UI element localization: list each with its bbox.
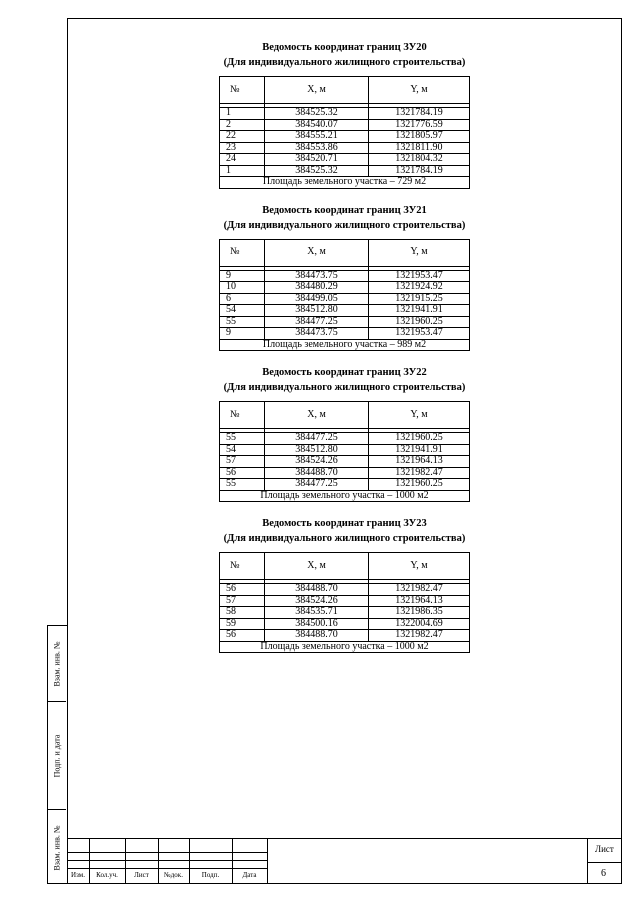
table-row bbox=[220, 479, 470, 491]
statement-subtitle: (Для индивидуального жилищного строительства) bbox=[223, 382, 466, 393]
side-cell-inv bbox=[48, 810, 66, 885]
x-coordinate: 384488.70 bbox=[265, 630, 369, 642]
side-label-replace-inv: Взам. инв. № bbox=[52, 640, 62, 687]
stamp-col-date: Дата bbox=[242, 871, 257, 879]
table-row bbox=[220, 154, 470, 166]
statement-subtitle: (Для индивидуального жилищного строительства) bbox=[223, 57, 466, 68]
parcel-area: Площадь земельного участка – 729 м2 bbox=[220, 177, 470, 189]
side-label-inv: Взам. инв. № bbox=[52, 824, 62, 871]
page-content bbox=[67, 40, 622, 653]
point-number: 55 bbox=[220, 479, 265, 491]
column-header: X, м bbox=[265, 239, 369, 266]
table-header-row bbox=[220, 77, 470, 104]
table-header-row bbox=[220, 402, 470, 429]
table-row bbox=[220, 142, 470, 154]
point-number: 6 bbox=[220, 293, 265, 305]
table-row bbox=[220, 618, 470, 630]
y-coordinate: 1321964.13 bbox=[369, 595, 470, 607]
y-coordinate: 1322004.69 bbox=[369, 618, 470, 630]
table-row bbox=[220, 305, 470, 317]
coordinate-statement bbox=[67, 203, 622, 352]
y-coordinate: 1321941.91 bbox=[369, 305, 470, 317]
side-strip bbox=[47, 625, 67, 884]
point-number: 54 bbox=[220, 305, 265, 317]
table-row bbox=[220, 444, 470, 456]
column-header: Y, м bbox=[369, 402, 470, 429]
x-coordinate: 384477.25 bbox=[265, 433, 369, 445]
column-header: X, м bbox=[265, 77, 369, 104]
table-row bbox=[220, 282, 470, 294]
point-number: 2 bbox=[220, 119, 265, 131]
point-number: 23 bbox=[220, 142, 265, 154]
y-coordinate: 1321953.47 bbox=[369, 270, 470, 282]
coordinate-statement bbox=[67, 365, 622, 502]
y-coordinate: 1321784.19 bbox=[369, 108, 470, 120]
stamp-col-change: Изм. bbox=[71, 871, 85, 879]
x-coordinate: 384488.70 bbox=[265, 467, 369, 479]
column-header: X, м bbox=[265, 553, 369, 580]
x-coordinate: 384553.86 bbox=[265, 142, 369, 154]
x-coordinate: 384499.05 bbox=[265, 293, 369, 305]
x-coordinate: 384524.26 bbox=[265, 456, 369, 468]
point-number: 56 bbox=[220, 630, 265, 642]
column-header: Y, м bbox=[369, 553, 470, 580]
stamp-col-count: Кол.уч. bbox=[96, 871, 118, 879]
point-number: 9 bbox=[220, 328, 265, 340]
coordinate-statement bbox=[67, 516, 622, 653]
y-coordinate: 1321960.25 bbox=[369, 479, 470, 491]
point-number: 59 bbox=[220, 618, 265, 630]
y-coordinate: 1321805.97 bbox=[369, 131, 470, 143]
x-coordinate: 384525.32 bbox=[265, 108, 369, 120]
side-cell-sign-date bbox=[48, 702, 66, 810]
y-coordinate: 1321982.47 bbox=[369, 630, 470, 642]
statement-title: Ведомость координат границ ЗУ21 bbox=[262, 204, 427, 216]
table-row bbox=[220, 433, 470, 445]
x-coordinate: 384512.80 bbox=[265, 305, 369, 317]
x-coordinate: 384488.70 bbox=[265, 584, 369, 596]
point-number: 22 bbox=[220, 131, 265, 143]
coordinate-statement bbox=[67, 40, 622, 189]
point-number: 24 bbox=[220, 154, 265, 166]
y-coordinate: 1321960.25 bbox=[369, 433, 470, 445]
statement-title: Ведомость координат границ ЗУ22 bbox=[262, 367, 427, 378]
y-coordinate: 1321953.47 bbox=[369, 328, 470, 340]
x-coordinate: 384524.26 bbox=[265, 595, 369, 607]
x-coordinate: 384473.75 bbox=[265, 270, 369, 282]
column-header: № bbox=[220, 402, 265, 429]
table-row bbox=[220, 456, 470, 468]
y-coordinate: 1321776.59 bbox=[369, 119, 470, 131]
table-header-row bbox=[220, 239, 470, 266]
y-coordinate: 1321982.47 bbox=[369, 467, 470, 479]
side-cell-replace-inv bbox=[48, 626, 66, 702]
point-number: 9 bbox=[220, 270, 265, 282]
table-row bbox=[220, 119, 470, 131]
point-number: 55 bbox=[220, 316, 265, 328]
y-coordinate: 1321960.25 bbox=[369, 316, 470, 328]
table-header-row bbox=[220, 553, 470, 580]
y-coordinate: 1321941.91 bbox=[369, 444, 470, 456]
statement-subtitle: (Для индивидуального жилищного строительства) bbox=[223, 219, 466, 231]
table-row bbox=[220, 131, 470, 143]
statement-title: Ведомость координат границ ЗУ20 bbox=[262, 42, 427, 53]
y-coordinate: 1321915.25 bbox=[369, 293, 470, 305]
x-coordinate: 384520.71 bbox=[265, 154, 369, 166]
table-row bbox=[220, 316, 470, 328]
coordinates-table bbox=[219, 401, 470, 502]
point-number: 58 bbox=[220, 607, 265, 619]
y-coordinate: 1321924.92 bbox=[369, 282, 470, 294]
table-row bbox=[220, 595, 470, 607]
y-coordinate: 1321982.47 bbox=[369, 584, 470, 596]
point-number: 1 bbox=[220, 108, 265, 120]
y-coordinate: 1321986.35 bbox=[369, 607, 470, 619]
table-row bbox=[220, 108, 470, 120]
x-coordinate: 384535.71 bbox=[265, 607, 369, 619]
title-block bbox=[67, 838, 622, 884]
table-row bbox=[220, 270, 470, 282]
side-label-sign-date: Подп. и дата bbox=[52, 734, 62, 777]
x-coordinate: 384477.25 bbox=[265, 316, 369, 328]
parcel-area: Площадь земельного участка – 1000 м2 bbox=[220, 490, 470, 502]
column-header: № bbox=[220, 239, 265, 266]
coordinates-table bbox=[219, 76, 470, 189]
y-coordinate: 1321804.32 bbox=[369, 154, 470, 166]
point-number: 1 bbox=[220, 165, 265, 177]
coordinates-table bbox=[219, 552, 470, 653]
table-row bbox=[220, 467, 470, 479]
x-coordinate: 384525.32 bbox=[265, 165, 369, 177]
column-header: X, м bbox=[265, 402, 369, 429]
stamp-col-sheet: Лист bbox=[134, 871, 149, 879]
x-coordinate: 384555.21 bbox=[265, 131, 369, 143]
point-number: 55 bbox=[220, 433, 265, 445]
parcel-area: Площадь земельного участка – 1000 м2 bbox=[220, 641, 470, 653]
point-number: 10 bbox=[220, 282, 265, 294]
x-coordinate: 384540.07 bbox=[265, 119, 369, 131]
y-coordinate: 1321964.13 bbox=[369, 456, 470, 468]
parcel-area: Площадь земельного участка – 989 м2 bbox=[220, 339, 470, 351]
x-coordinate: 384500.16 bbox=[265, 618, 369, 630]
table-row bbox=[220, 293, 470, 305]
x-coordinate: 384512.80 bbox=[265, 444, 369, 456]
table-row bbox=[220, 607, 470, 619]
point-number: 56 bbox=[220, 467, 265, 479]
stamp-col-doc: №док. bbox=[164, 871, 183, 879]
point-number: 57 bbox=[220, 595, 265, 607]
x-coordinate: 384473.75 bbox=[265, 328, 369, 340]
coordinates-table bbox=[219, 239, 470, 352]
table-row bbox=[220, 165, 470, 177]
y-coordinate: 1321811.90 bbox=[369, 142, 470, 154]
column-header: Y, м bbox=[369, 239, 470, 266]
column-header: Y, м bbox=[369, 77, 470, 104]
point-number: 54 bbox=[220, 444, 265, 456]
sheet-label: Лист bbox=[595, 844, 614, 854]
sheet-number: 6 bbox=[601, 868, 606, 879]
point-number: 57 bbox=[220, 456, 265, 468]
statement-subtitle: (Для индивидуального жилищного строительства) bbox=[223, 533, 466, 544]
x-coordinate: 384477.25 bbox=[265, 479, 369, 491]
stamp-col-sign: Подп. bbox=[201, 871, 220, 879]
point-number: 56 bbox=[220, 584, 265, 596]
x-coordinate: 384480.29 bbox=[265, 282, 369, 294]
column-header: № bbox=[220, 553, 265, 580]
table-row bbox=[220, 328, 470, 340]
column-header: № bbox=[220, 77, 265, 104]
table-row bbox=[220, 630, 470, 642]
y-coordinate: 1321784.19 bbox=[369, 165, 470, 177]
statement-title: Ведомость координат границ ЗУ23 bbox=[262, 518, 427, 529]
table-row bbox=[220, 584, 470, 596]
